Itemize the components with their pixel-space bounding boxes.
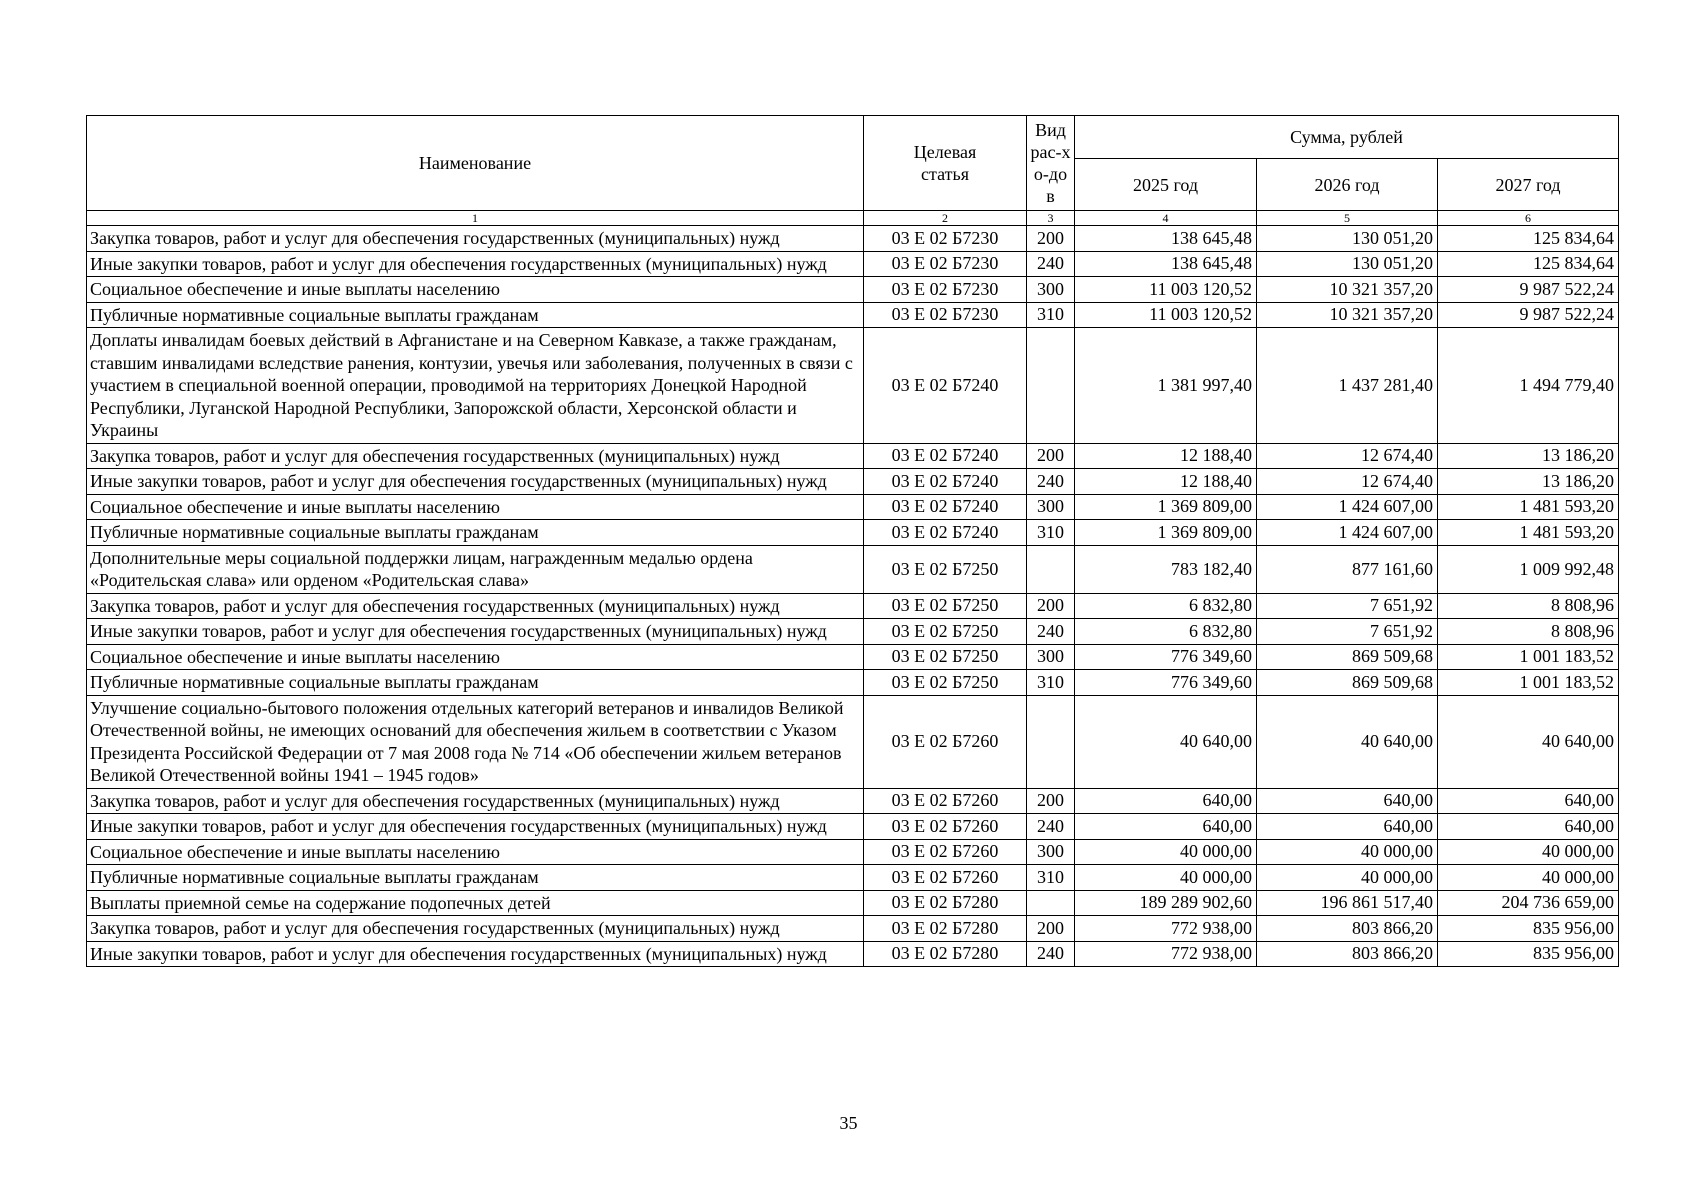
row-sum-2026: 803 866,20 xyxy=(1257,941,1438,967)
row-target-article: 03 Е 02 Б7260 xyxy=(864,865,1027,891)
row-target-article: 03 Е 02 Б7250 xyxy=(864,593,1027,619)
row-sum-2025: 6 832,80 xyxy=(1075,593,1257,619)
budget-table xyxy=(86,115,1619,967)
row-target-article: 03 Е 02 Б7280 xyxy=(864,916,1027,942)
row-target-article: 03 Е 02 Б7240 xyxy=(864,443,1027,469)
row-sum-2025: 138 645,48 xyxy=(1075,251,1257,277)
column-number-4: 4 xyxy=(1075,211,1257,226)
row-name: Социальное обеспечение и иные выплаты населению xyxy=(87,644,864,670)
row-sum-2027: 9 987 522,24 xyxy=(1438,302,1619,328)
row-name: Публичные нормативные социальные выплаты гражданам xyxy=(87,865,864,891)
row-sum-2026: 1 437 281,40 xyxy=(1257,328,1438,444)
table-row xyxy=(87,865,1619,891)
row-sum-2027: 1 494 779,40 xyxy=(1438,328,1619,444)
row-expense-type: 240 xyxy=(1027,941,1075,967)
row-sum-2025: 12 188,40 xyxy=(1075,443,1257,469)
row-name: Иные закупки товаров, работ и услуг для обеспечения государственных (муниципальных) нужд xyxy=(87,941,864,967)
row-sum-2025: 138 645,48 xyxy=(1075,226,1257,252)
row-sum-2026: 10 321 357,20 xyxy=(1257,277,1438,303)
row-expense-type: 310 xyxy=(1027,520,1075,546)
row-target-article: 03 Е 02 Б7250 xyxy=(864,619,1027,645)
row-expense-type: 200 xyxy=(1027,788,1075,814)
row-sum-2026: 803 866,20 xyxy=(1257,916,1438,942)
row-sum-2025: 40 640,00 xyxy=(1075,695,1257,788)
table-row xyxy=(87,890,1619,916)
row-target-article: 03 Е 02 Б7260 xyxy=(864,814,1027,840)
row-target-article: 03 Е 02 Б7250 xyxy=(864,644,1027,670)
row-expense-type: 310 xyxy=(1027,302,1075,328)
column-number-5: 5 xyxy=(1257,211,1438,226)
row-target-article: 03 Е 02 Б7230 xyxy=(864,251,1027,277)
table-header xyxy=(87,116,1619,226)
table-row xyxy=(87,545,1619,593)
row-sum-2026: 7 651,92 xyxy=(1257,619,1438,645)
row-expense-type xyxy=(1027,890,1075,916)
row-sum-2027: 8 808,96 xyxy=(1438,593,1619,619)
row-name: Иные закупки товаров, работ и услуг для обеспечения государственных (муниципальных) нужд xyxy=(87,469,864,495)
table-row xyxy=(87,226,1619,252)
row-sum-2027: 40 000,00 xyxy=(1438,865,1619,891)
row-sum-2027: 1 001 183,52 xyxy=(1438,670,1619,696)
header-expense-type-text: Вид рас-хо-дов xyxy=(1030,120,1071,206)
header-target-article-text: Целевая статья xyxy=(913,142,977,184)
row-target-article: 03 Е 02 Б7230 xyxy=(864,277,1027,303)
row-expense-type: 300 xyxy=(1027,494,1075,520)
row-sum-2025: 40 000,00 xyxy=(1075,865,1257,891)
row-sum-2025: 1 369 809,00 xyxy=(1075,494,1257,520)
row-sum-2027: 835 956,00 xyxy=(1438,916,1619,942)
row-sum-2027: 13 186,20 xyxy=(1438,443,1619,469)
header-year-2025: 2025 год xyxy=(1075,159,1257,211)
row-sum-2025: 640,00 xyxy=(1075,814,1257,840)
row-sum-2027: 640,00 xyxy=(1438,814,1619,840)
table-row xyxy=(87,916,1619,942)
row-name: Закупка товаров, работ и услуг для обеспечения государственных (муниципальных) нужд xyxy=(87,788,864,814)
row-name: Социальное обеспечение и иные выплаты населению xyxy=(87,494,864,520)
row-target-article: 03 Е 02 Б7280 xyxy=(864,890,1027,916)
row-sum-2027: 1 009 992,48 xyxy=(1438,545,1619,593)
row-expense-type: 240 xyxy=(1027,469,1075,495)
column-number-3: 3 xyxy=(1027,211,1075,226)
row-expense-type xyxy=(1027,695,1075,788)
row-sum-2027: 8 808,96 xyxy=(1438,619,1619,645)
row-target-article: 03 Е 02 Б7240 xyxy=(864,469,1027,495)
row-sum-2026: 40 640,00 xyxy=(1257,695,1438,788)
table-row xyxy=(87,469,1619,495)
row-sum-2025: 783 182,40 xyxy=(1075,545,1257,593)
row-name: Иные закупки товаров, работ и услуг для обеспечения государственных (муниципальных) нужд xyxy=(87,251,864,277)
row-expense-type: 300 xyxy=(1027,839,1075,865)
header-expense-type xyxy=(1027,116,1075,211)
column-number-2: 2 xyxy=(864,211,1027,226)
row-sum-2026: 12 674,40 xyxy=(1257,443,1438,469)
row-name: Закупка товаров, работ и услуг для обеспечения государственных (муниципальных) нужд xyxy=(87,916,864,942)
table-row xyxy=(87,788,1619,814)
row-target-article: 03 Е 02 Б7260 xyxy=(864,695,1027,788)
row-target-article: 03 Е 02 Б7280 xyxy=(864,941,1027,967)
row-name: Закупка товаров, работ и услуг для обеспечения государственных (муниципальных) нужд xyxy=(87,443,864,469)
table-row xyxy=(87,644,1619,670)
row-sum-2026: 869 509,68 xyxy=(1257,644,1438,670)
row-sum-2027: 1 001 183,52 xyxy=(1438,644,1619,670)
row-sum-2025: 40 000,00 xyxy=(1075,839,1257,865)
row-expense-type: 300 xyxy=(1027,277,1075,303)
row-name: Выплаты приемной семье на содержание подопечных детей xyxy=(87,890,864,916)
row-expense-type: 310 xyxy=(1027,865,1075,891)
row-target-article: 03 Е 02 Б7250 xyxy=(864,670,1027,696)
row-sum-2025: 11 003 120,52 xyxy=(1075,302,1257,328)
row-expense-type: 300 xyxy=(1027,644,1075,670)
row-expense-type xyxy=(1027,545,1075,593)
header-year-2027: 2027 год xyxy=(1438,159,1619,211)
row-sum-2025: 772 938,00 xyxy=(1075,941,1257,967)
row-name: Дополнительные меры социальной поддержки лицам, награжденным медалью ордена «Родительская слава» или орденом «Родительская слава» xyxy=(87,545,864,593)
row-expense-type: 200 xyxy=(1027,593,1075,619)
table-row xyxy=(87,670,1619,696)
row-sum-2027: 1 481 593,20 xyxy=(1438,520,1619,546)
row-sum-2027: 9 987 522,24 xyxy=(1438,277,1619,303)
row-sum-2026: 640,00 xyxy=(1257,814,1438,840)
row-sum-2027: 125 834,64 xyxy=(1438,226,1619,252)
row-sum-2027: 40 640,00 xyxy=(1438,695,1619,788)
row-sum-2025: 640,00 xyxy=(1075,788,1257,814)
row-sum-2025: 776 349,60 xyxy=(1075,644,1257,670)
table-row xyxy=(87,814,1619,840)
row-sum-2025: 189 289 902,60 xyxy=(1075,890,1257,916)
row-sum-2027: 125 834,64 xyxy=(1438,251,1619,277)
row-sum-2027: 13 186,20 xyxy=(1438,469,1619,495)
row-sum-2026: 7 651,92 xyxy=(1257,593,1438,619)
row-expense-type: 240 xyxy=(1027,251,1075,277)
row-expense-type: 200 xyxy=(1027,443,1075,469)
row-name: Социальное обеспечение и иные выплаты населению xyxy=(87,277,864,303)
row-sum-2026: 1 424 607,00 xyxy=(1257,520,1438,546)
table-row xyxy=(87,494,1619,520)
column-number-1: 1 xyxy=(87,211,864,226)
row-sum-2027: 1 481 593,20 xyxy=(1438,494,1619,520)
row-sum-2026: 40 000,00 xyxy=(1257,865,1438,891)
row-sum-2025: 776 349,60 xyxy=(1075,670,1257,696)
row-expense-type: 240 xyxy=(1027,814,1075,840)
row-target-article: 03 Е 02 Б7250 xyxy=(864,545,1027,593)
row-target-article: 03 Е 02 Б7240 xyxy=(864,328,1027,444)
header-name: Наименование xyxy=(87,116,864,211)
row-target-article: 03 Е 02 Б7230 xyxy=(864,302,1027,328)
row-sum-2026: 640,00 xyxy=(1257,788,1438,814)
header-target-article xyxy=(864,116,1027,211)
row-sum-2026: 40 000,00 xyxy=(1257,839,1438,865)
row-sum-2027: 40 000,00 xyxy=(1438,839,1619,865)
table-row xyxy=(87,839,1619,865)
row-target-article: 03 Е 02 Б7240 xyxy=(864,520,1027,546)
header-sum: Сумма, рублей xyxy=(1075,116,1619,159)
row-sum-2026: 130 051,20 xyxy=(1257,251,1438,277)
row-sum-2025: 772 938,00 xyxy=(1075,916,1257,942)
row-sum-2026: 869 509,68 xyxy=(1257,670,1438,696)
row-target-article: 03 Е 02 Б7260 xyxy=(864,839,1027,865)
row-sum-2027: 835 956,00 xyxy=(1438,941,1619,967)
row-name: Публичные нормативные социальные выплаты гражданам xyxy=(87,520,864,546)
row-sum-2026: 12 674,40 xyxy=(1257,469,1438,495)
table-row xyxy=(87,277,1619,303)
row-expense-type: 200 xyxy=(1027,916,1075,942)
row-name: Закупка товаров, работ и услуг для обеспечения государственных (муниципальных) нужд xyxy=(87,226,864,252)
row-sum-2027: 640,00 xyxy=(1438,788,1619,814)
row-sum-2026: 196 861 517,40 xyxy=(1257,890,1438,916)
table-row xyxy=(87,619,1619,645)
row-sum-2025: 1 381 997,40 xyxy=(1075,328,1257,444)
row-target-article: 03 Е 02 Б7230 xyxy=(864,226,1027,252)
table-row xyxy=(87,695,1619,788)
row-sum-2027: 204 736 659,00 xyxy=(1438,890,1619,916)
row-name: Иные закупки товаров, работ и услуг для обеспечения государственных (муниципальных) нужд xyxy=(87,619,864,645)
table-row xyxy=(87,302,1619,328)
row-name: Социальное обеспечение и иные выплаты населению xyxy=(87,839,864,865)
row-name: Улучшение социально-бытового положения отдельных категорий ветеранов и инвалидов Великой Отечественной войны, не имеющих оснований для обеспечения жильем в соответствии с Указом Президента Российской Федерации от 7 мая 2008 года № 714 «Об обеспечении жильем ветеранов Великой Отечественной войны 1941 – 1945 годов» xyxy=(87,695,864,788)
table-row xyxy=(87,941,1619,967)
header-year-2026: 2026 год xyxy=(1257,159,1438,211)
row-sum-2025: 1 369 809,00 xyxy=(1075,520,1257,546)
row-target-article: 03 Е 02 Б7240 xyxy=(864,494,1027,520)
row-name: Иные закупки товаров, работ и услуг для обеспечения государственных (муниципальных) нужд xyxy=(87,814,864,840)
row-name: Публичные нормативные социальные выплаты гражданам xyxy=(87,302,864,328)
row-sum-2025: 11 003 120,52 xyxy=(1075,277,1257,303)
row-sum-2026: 877 161,60 xyxy=(1257,545,1438,593)
row-sum-2025: 12 188,40 xyxy=(1075,469,1257,495)
row-name: Доплаты инвалидам боевых действий в Афганистане и на Северном Кавказе, а также гражданам, ставшим инвалидами вследствие ранения, контузии, увечья или заболевания, полученных в связи с участием в специальной военной операции, проводимой на территориях Донецкой Народной Республики, Луганской Народной Республики, Запорожской области, Херсонской области и Украины xyxy=(87,328,864,444)
row-expense-type xyxy=(1027,328,1075,444)
table-row xyxy=(87,251,1619,277)
row-name: Публичные нормативные социальные выплаты гражданам xyxy=(87,670,864,696)
row-sum-2026: 1 424 607,00 xyxy=(1257,494,1438,520)
row-expense-type: 200 xyxy=(1027,226,1075,252)
row-sum-2026: 130 051,20 xyxy=(1257,226,1438,252)
table-row xyxy=(87,328,1619,444)
table-row xyxy=(87,593,1619,619)
row-expense-type: 310 xyxy=(1027,670,1075,696)
row-target-article: 03 Е 02 Б7260 xyxy=(864,788,1027,814)
table-row xyxy=(87,443,1619,469)
table-body xyxy=(87,226,1619,967)
row-expense-type: 240 xyxy=(1027,619,1075,645)
row-sum-2025: 6 832,80 xyxy=(1075,619,1257,645)
page-number: 35 xyxy=(839,1113,858,1133)
row-name: Закупка товаров, работ и услуг для обеспечения государственных (муниципальных) нужд xyxy=(87,593,864,619)
table-row xyxy=(87,520,1619,546)
row-sum-2026: 10 321 357,20 xyxy=(1257,302,1438,328)
column-number-6: 6 xyxy=(1438,211,1619,226)
